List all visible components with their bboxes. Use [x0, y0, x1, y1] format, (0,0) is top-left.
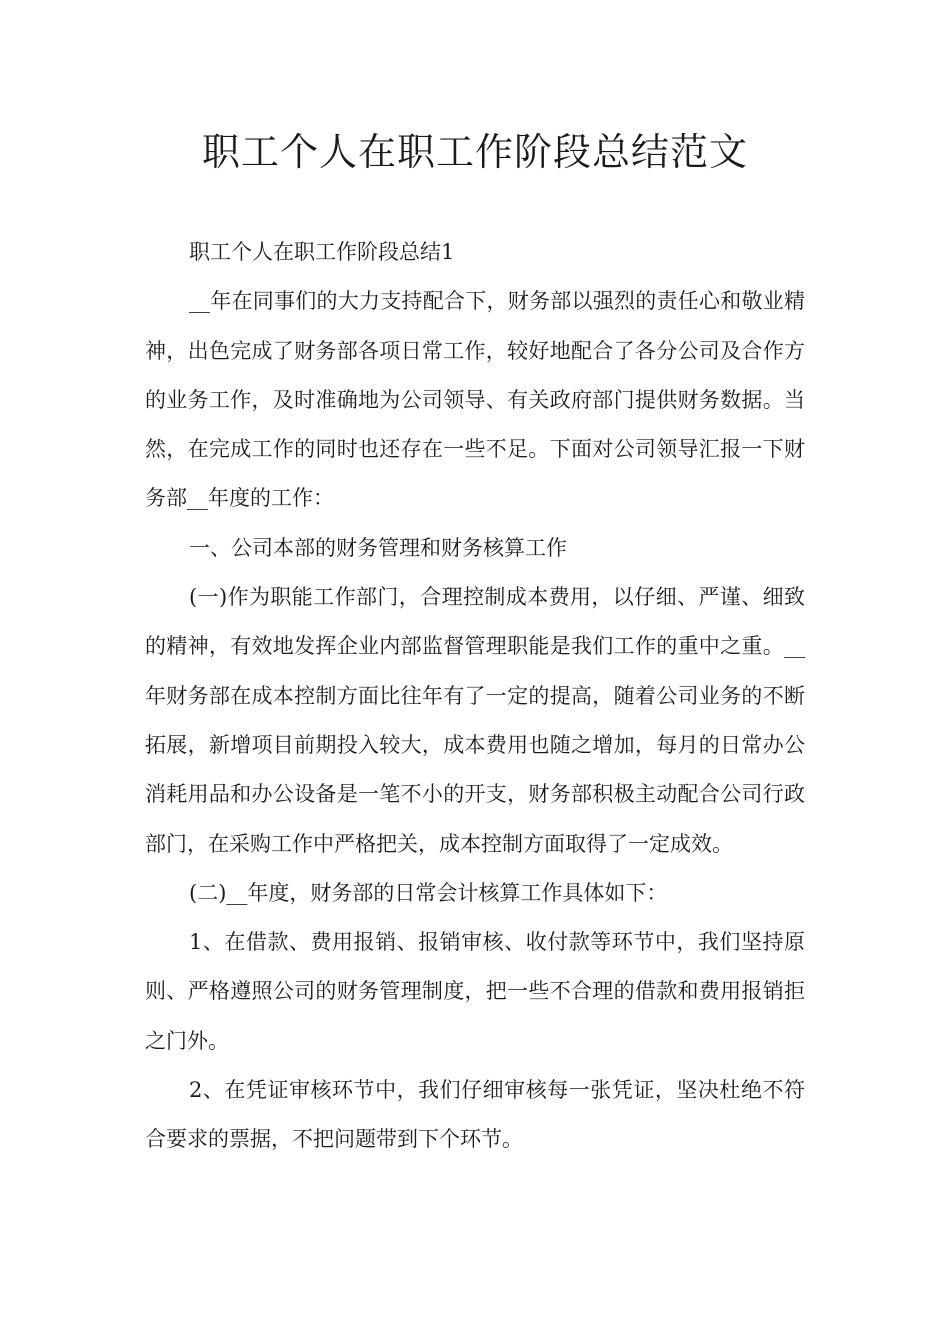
body-paragraph: (二)__年度，财务部的日常会计核算工作具体如下： [189, 880, 668, 905]
section-heading: 一、公司本部的财务管理和财务核算工作 [189, 535, 567, 560]
document-title: 职工个人在职工作阶段总结范文 [201, 130, 748, 174]
body-paragraph: __年在同事们的大力支持配合下，财务部以强烈的责任心和敬业精神，出色完成了财务部各项日常工作，较好地配合了各分公司及合作方的业务工作，及时准确地为公司领导、有关政府部门提供财务数据。当然，在完成工作的同时也还存在一些不足。下面对公司领导汇报一下财务部__年度的工作： [145, 289, 805, 511]
section-heading: 职工个人在职工作阶段总结1 [189, 240, 455, 264]
body-paragraph: (一)作为职能工作部门，合理控制成本费用，以仔细、严谨、细致的精神，有效地发挥企业内部监督管理职能是我们工作的重中之重。__年财务部在成本控制方面比往年有了一定的提高，随着公司业务的不断拓展，新增项目前期投入较大，成本费用也随之增加，每月的日常办公消耗用品和办公设备是一笔不小的开支，财务部积极主动配合公司行政部门，在采购工作中严格把关，成本控制方面取得了一定成效。 [145, 585, 805, 856]
body-paragraph: 1、在借款、费用报销、报销审核、收付款等环节中，我们坚持原则、严格遵照公司的财务管理制度，把一些不合理的借款和费用报销拒之门外。 [145, 930, 805, 1053]
document-body [145, 228, 805, 1165]
body-paragraph: 2、在凭证审核环节中，我们仔细审核每一张凭证，坚决杜绝不符合要求的票据，不把问题带到下个环节。 [145, 1078, 805, 1152]
